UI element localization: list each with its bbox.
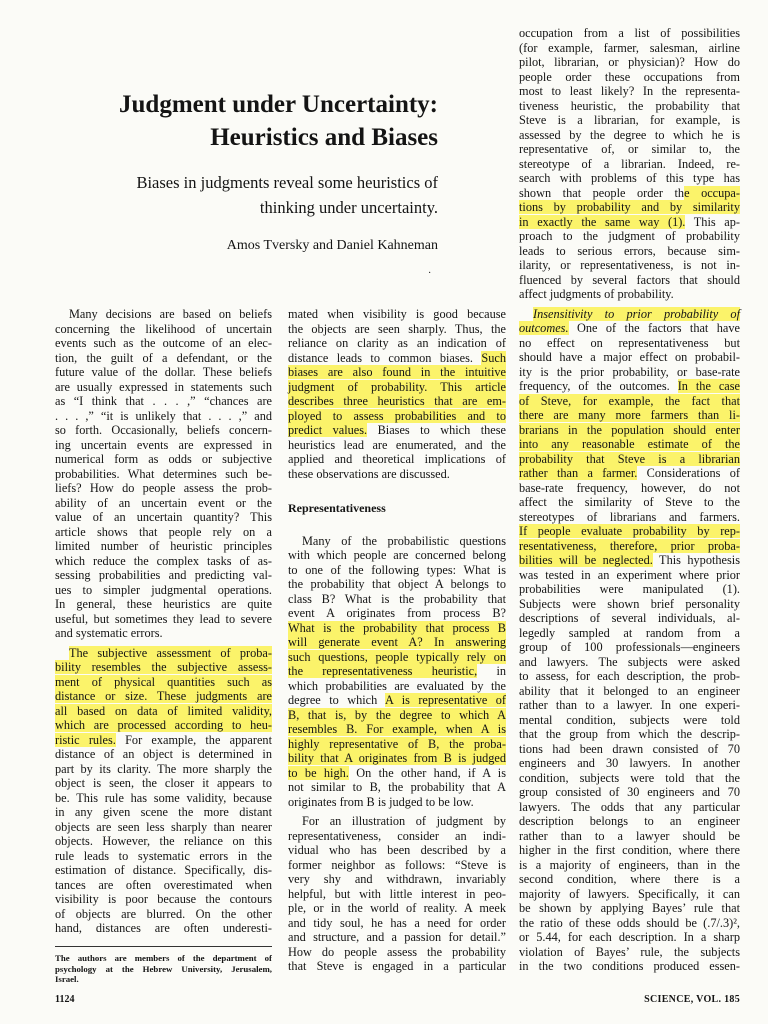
highlighted-text: which are processed according to heu- — [55, 718, 272, 732]
footnote-line-1: The authors are members of the department of — [55, 953, 272, 963]
highlighted-text: all based on data of limited validity, — [55, 703, 272, 718]
text-line — [288, 722, 506, 737]
text-line: For an illustration of judgment by — [302, 814, 506, 828]
text-line: representativeness, consider an indi- — [288, 828, 506, 843]
highlighted-text: What is the probability that process B — [288, 620, 506, 635]
text-line: in exactly the same way (1). This ap- — [519, 214, 740, 229]
highlighted-text: such questions, people typically rely on — [288, 649, 506, 664]
highlighted-text: Such — [481, 350, 506, 365]
text-line: condition, subjects were told that the — [519, 770, 740, 785]
text-line: distance leads to common biases. Such — [288, 350, 506, 365]
highlighted-text: describes three heuristics that are em- — [288, 394, 506, 408]
section-heading-representativeness: Representativeness — [288, 501, 386, 515]
text-line: In general, these heuristics are quite — [55, 597, 272, 611]
text-line: which probabilities are evaluated by the — [288, 678, 506, 693]
title-line-1: Judgment under Uncertainty: — [119, 91, 438, 118]
highlighted-text: ristic rules. — [55, 732, 116, 747]
text-line — [288, 394, 506, 409]
highlighted-text: there are many more farmers than li- — [519, 408, 740, 422]
text-line: limited number of heuristic principles — [55, 539, 272, 553]
text-line — [288, 380, 506, 395]
text-line: affect judgments of probability. — [519, 287, 674, 301]
text-line — [55, 718, 272, 733]
text-line: tion, the guilt of a defendant, or the — [55, 350, 272, 365]
text-line: that Steve is engaged in a particular — [288, 959, 506, 973]
highlighted-text: The subjective assessment of proba- — [69, 645, 272, 660]
text-line: rather than to a lawyer. In one experi- — [519, 698, 740, 712]
highlighted-text: biases are also found in the intuitive — [288, 365, 506, 379]
text-line: the probability that object A belongs to — [288, 577, 506, 591]
highlighted-text: of Steve, for example, the fact that — [519, 393, 740, 408]
text-line: these observations are discussed. — [288, 466, 450, 481]
text-line: ues to simpler judgmental operations. — [55, 582, 272, 597]
text-line: group consisted of 30 engineers and 70 — [519, 785, 740, 799]
footnote-divider — [55, 946, 272, 947]
text-line: rather than a farmer. Considerations of — [519, 466, 740, 480]
highlighted-text: to be high. — [288, 765, 349, 780]
highlighted-text: A is representative of — [385, 693, 506, 707]
highlighted-text: bility resembles the subjective assess- — [55, 660, 272, 674]
text-line: legedly sampled at random from a — [519, 625, 740, 640]
text-line — [519, 394, 740, 409]
text-line: part by its clarity. The more sharply the — [55, 761, 272, 776]
text-line: ilarity, or representativeness, is not in- — [519, 258, 740, 272]
text-line: with which people are concerned belong — [288, 548, 506, 562]
text-line: liefs? How do people assess the prob- — [55, 481, 272, 495]
text-line: bilities will be neglected. This hypothesis — [519, 553, 740, 567]
text-line: future value of the dollar. These beliefs — [55, 365, 272, 379]
author-footnote — [55, 953, 272, 985]
text-line: tances are often overestimated when — [55, 877, 272, 892]
text-line — [288, 409, 506, 424]
intro-continuation — [288, 307, 506, 481]
insensitivity-paragraphs — [519, 26, 740, 974]
text-line: rather than to a lawyer should be — [519, 828, 740, 843]
highlighted-text: Insensitivity to prior probability of — [533, 306, 740, 321]
highlighted-text: resembles B. For example, when A is — [288, 722, 506, 736]
text-line: not similar to B, the probability that A — [288, 780, 506, 794]
text-line: and structure, and a passion for detail.” — [288, 930, 506, 944]
text-line: was tested in an experiment where prior — [519, 567, 740, 582]
text-line: sessing probabilities and predicting val- — [55, 568, 272, 582]
text-line: descriptions of several individuals, al- — [519, 611, 740, 625]
text-line: be. This rule has some validity, because — [55, 790, 272, 805]
highlighted-text: In the case — [677, 379, 741, 393]
text-line: assessed by the degree to which he is — [519, 127, 740, 142]
text-line: object is seen, the closer it appears to — [55, 776, 272, 790]
text-line — [55, 660, 272, 675]
text-line: representative of, or similar to, the — [519, 142, 740, 156]
highlighted-text: probability that Steve is a librarian — [519, 451, 740, 466]
text-line: probabilities were manipulated (1). — [519, 582, 740, 596]
text-line — [288, 621, 506, 636]
text-line: former neighbor as follows: “Steve is — [288, 857, 506, 872]
text-line — [519, 200, 740, 215]
text-line: search with problems of this type has — [519, 171, 740, 185]
text-line — [288, 650, 506, 665]
text-line: applied and theoretical implications of — [288, 452, 506, 466]
text-line: to one of the following types: What is — [288, 562, 506, 577]
text-line: Steve is a librarian, for example, is — [519, 113, 740, 127]
highlighted-text: the representativeness heuristic, — [288, 664, 478, 678]
highlighted-text: in exactly the same way (1). — [519, 214, 686, 229]
text-line: to be high. On the other hand, if A is — [288, 765, 506, 780]
highlighted-text: ployed to assess probabilities and to — [288, 408, 506, 423]
highlighted-text: will generate event A? In answering — [288, 635, 506, 649]
text-line: the representativeness heuristic, in — [288, 664, 507, 678]
text-line — [519, 437, 740, 452]
text-line — [519, 539, 740, 554]
text-line — [519, 452, 740, 467]
text-line: and systematic errors. — [55, 626, 163, 640]
intro-paragraphs — [55, 307, 272, 936]
text-line: Many of the probabilistic questions — [302, 533, 506, 548]
highlighted-text: brarians in the population should enter — [519, 422, 740, 437]
text-line: is a majority of engineers, than in the — [519, 857, 740, 872]
article-title — [30, 88, 438, 154]
text-line — [55, 689, 272, 704]
text-line: majority of lawyers. Specifically, it can — [519, 886, 740, 901]
text-line: be shown by applying Bayes’ rule that — [519, 901, 740, 915]
highlighted-text: e occupa- — [684, 185, 740, 200]
highlighted-text: resentativeness, therefore, prior proba- — [519, 538, 740, 553]
text-line: in the two conditions produced essen- — [519, 959, 740, 973]
text-line: stereotypes of librarians and farmers. — [519, 509, 740, 524]
text-line: Many decisions are based on beliefs — [69, 307, 272, 321]
text-line: higher in the first condition, where there — [519, 843, 740, 857]
text-line: ability that it belonged to an engineer — [519, 683, 740, 698]
text-line: objects. However, the reliance on this — [55, 834, 272, 848]
text-line: base-rate frequency, however, do not — [519, 480, 740, 495]
text-line: events such as the outcome of an elec- — [55, 336, 272, 350]
text-line: estimation of distance. Specifically, dis- — [55, 863, 272, 877]
highlighted-text: ment of physical quantities such as — [55, 674, 272, 689]
text-line: ability of an uncertain event or the — [55, 495, 272, 510]
text-column-1 — [55, 307, 272, 936]
text-line: violation of Bayes’ rule, the subjects — [519, 944, 740, 959]
text-line: ity is the prior probability, or base-rate — [519, 364, 740, 379]
text-line: event A originates from process B? — [288, 606, 506, 620]
text-line: numerical form as odds or subjective — [55, 452, 272, 466]
title-line-2: Heuristics and Biases — [210, 124, 438, 151]
text-line: class B? What is the probability that — [288, 591, 506, 606]
text-line: in any given scene the more distant — [55, 805, 272, 819]
text-line: predict values. Biases to which these — [288, 423, 506, 437]
text-line: which reduce the complex tasks of as- — [55, 553, 272, 568]
highlighted-text: outcomes. — [519, 321, 569, 335]
text-line: degree to which A is representative of — [288, 693, 506, 707]
text-line: shown that people order the occupa- — [519, 185, 740, 200]
text-line: that the group from which the descrip- — [519, 727, 740, 741]
text-line: Subjects were shown brief personality — [519, 596, 740, 611]
text-line: proach to the judgment of probability — [519, 229, 740, 243]
page-number: 1124 — [55, 994, 75, 1005]
text-line: tiveness heuristic, the probability that — [519, 98, 740, 113]
text-line: second condition, where there is a — [519, 872, 740, 886]
text-line: rule leads to systematic errors in the — [55, 848, 272, 863]
text-line: and lawyers. The subjects were asked — [519, 654, 740, 669]
text-line: distance of an object is determined in — [55, 747, 272, 761]
text-line: heuristics lead are enumerated, and the — [288, 437, 506, 452]
text-line: How do people assess the probability — [288, 944, 506, 959]
text-line: article shows that people rely on a — [55, 524, 272, 539]
text-line: very shy and withdrawn, invariably — [288, 872, 506, 886]
text-line: description belongs to an engineer — [519, 814, 740, 828]
highlighted-text: B, that is, by the degree to which A — [288, 707, 506, 722]
subtitle-line-1: Biases in judgments reveal some heuristics of — [136, 173, 438, 192]
highlighted-text: highly representative of B, the proba- — [288, 736, 506, 751]
text-line: as “I think that . . . ,” “chances are — [55, 394, 272, 408]
text-line — [519, 307, 740, 322]
text-line: originates from B is judged to be low. — [288, 794, 474, 809]
text-column-3 — [519, 26, 740, 974]
text-line: leads to serious errors, because sim- — [519, 243, 740, 258]
text-line: the objects are seen sharply. Thus, the — [288, 321, 506, 336]
text-line: reliance on clarity as an indication of — [288, 336, 506, 350]
text-line: occupation from a list of possibilities — [519, 26, 740, 40]
text-line: helpful, but with little interest in peo- — [288, 886, 506, 901]
text-line: ing uncertain events are expressed in — [55, 437, 272, 452]
text-line — [519, 423, 740, 438]
text-line: of objects are blurred. On the other — [55, 906, 272, 921]
text-line: mated when visibility is good because — [288, 307, 506, 321]
subtitle-line-2: thinking under uncertainty. — [259, 198, 438, 217]
text-line: people order these occupations from — [519, 69, 740, 84]
text-line: tions had been drawn consisted of 70 — [519, 741, 740, 756]
text-line — [55, 646, 272, 661]
decorative-dot: · — [428, 268, 432, 279]
text-line — [288, 635, 506, 650]
text-line: useful, but sometimes they lead to severe — [55, 611, 272, 626]
text-line: value of an uncertain quantity? This — [55, 510, 272, 524]
text-column-2 — [288, 307, 506, 974]
text-line: no effect on representativeness but — [519, 335, 740, 350]
text-line: vidual who has been described by a — [288, 843, 506, 857]
text-line: visibility is poor because the contours — [55, 892, 272, 906]
highlighted-text: distance or size. These judgments are — [55, 689, 272, 703]
highlighted-text: judgment of probability. This article — [288, 379, 506, 394]
text-line: are usually expressed in statements such — [55, 379, 272, 394]
highlighted-text: bilities will be neglected. — [519, 553, 653, 567]
footnote-line-2: psychology at the Hebrew University, Jerusalem, — [55, 963, 272, 974]
author-byline: Amos Tversky and Daniel Kahneman — [226, 238, 438, 253]
text-line: pilot, librarian, or physician)? How do — [519, 55, 740, 69]
text-line — [288, 708, 506, 723]
highlighted-text: rather than a farmer. — [519, 466, 638, 480]
text-line — [288, 751, 506, 766]
text-line: affect the similarity of Steve to the — [519, 495, 740, 509]
text-line: to assess, for each description, the prob- — [519, 669, 740, 683]
text-line: stereotype of a librarian. Indeed, re- — [519, 156, 740, 171]
text-line: hand, distances are often underesti- — [55, 921, 272, 935]
text-line — [519, 524, 740, 539]
text-line — [288, 365, 506, 380]
text-line — [55, 704, 272, 719]
text-line: mental condition, subjects were told — [519, 712, 740, 727]
highlighted-text: tions by probability and by similarity — [519, 200, 740, 214]
text-line: and tidy soul, he has a need for order — [288, 915, 506, 930]
text-line: ple, or in the world of reality. A meek — [288, 901, 506, 915]
highlighted-text: If people evaluate probability by rep- — [519, 524, 740, 538]
text-line: engineers and 30 lawyers. In another — [519, 756, 740, 770]
article-subtitle — [30, 170, 438, 220]
text-line: concerning the likelihood of uncertain — [55, 321, 272, 336]
text-line: should have a major effect on probabil- — [519, 350, 740, 364]
text-line: so forth. Occasionally, beliefs concern- — [55, 423, 272, 437]
text-line: objects are seen less sharply than nearer — [55, 819, 272, 834]
text-line: ristic rules. For example, the apparent — [55, 732, 272, 747]
journal-running-footer: SCIENCE, VOL. 185 — [644, 994, 740, 1005]
text-line: . . . ,” “it is unlikely that . . . ,” and — [55, 408, 272, 423]
footnote-line-3: Israel. — [55, 974, 79, 984]
highlighted-text: bility that A originates from B is judged — [288, 751, 506, 765]
highlighted-text: into any reasonable estimate of the — [519, 437, 740, 451]
text-line: frequency, of the outcomes. In the case — [519, 379, 741, 393]
highlighted-text: predict values. — [288, 423, 368, 437]
text-line: fluenced by several factors that should — [519, 272, 740, 287]
text-line: group of 100 professionals—engineers — [519, 640, 740, 654]
text-line — [519, 408, 740, 423]
text-line: or 5.44, for each description. In a sharp — [519, 930, 740, 944]
representativeness-paragraphs — [288, 534, 506, 974]
text-line — [55, 675, 272, 690]
text-line: probabilities. What determines such be- — [55, 466, 272, 481]
text-line: outcomes. One of the factors that have — [519, 321, 740, 335]
text-line: lawyers. The odds that any particular — [519, 799, 740, 814]
text-line: the ratio of these odds should be (.7/.3)², — [519, 915, 740, 930]
text-line: most to least likely? In the representa- — [519, 84, 740, 98]
text-line — [288, 737, 506, 752]
text-line: (for example, farmer, salesman, airline — [519, 40, 740, 55]
